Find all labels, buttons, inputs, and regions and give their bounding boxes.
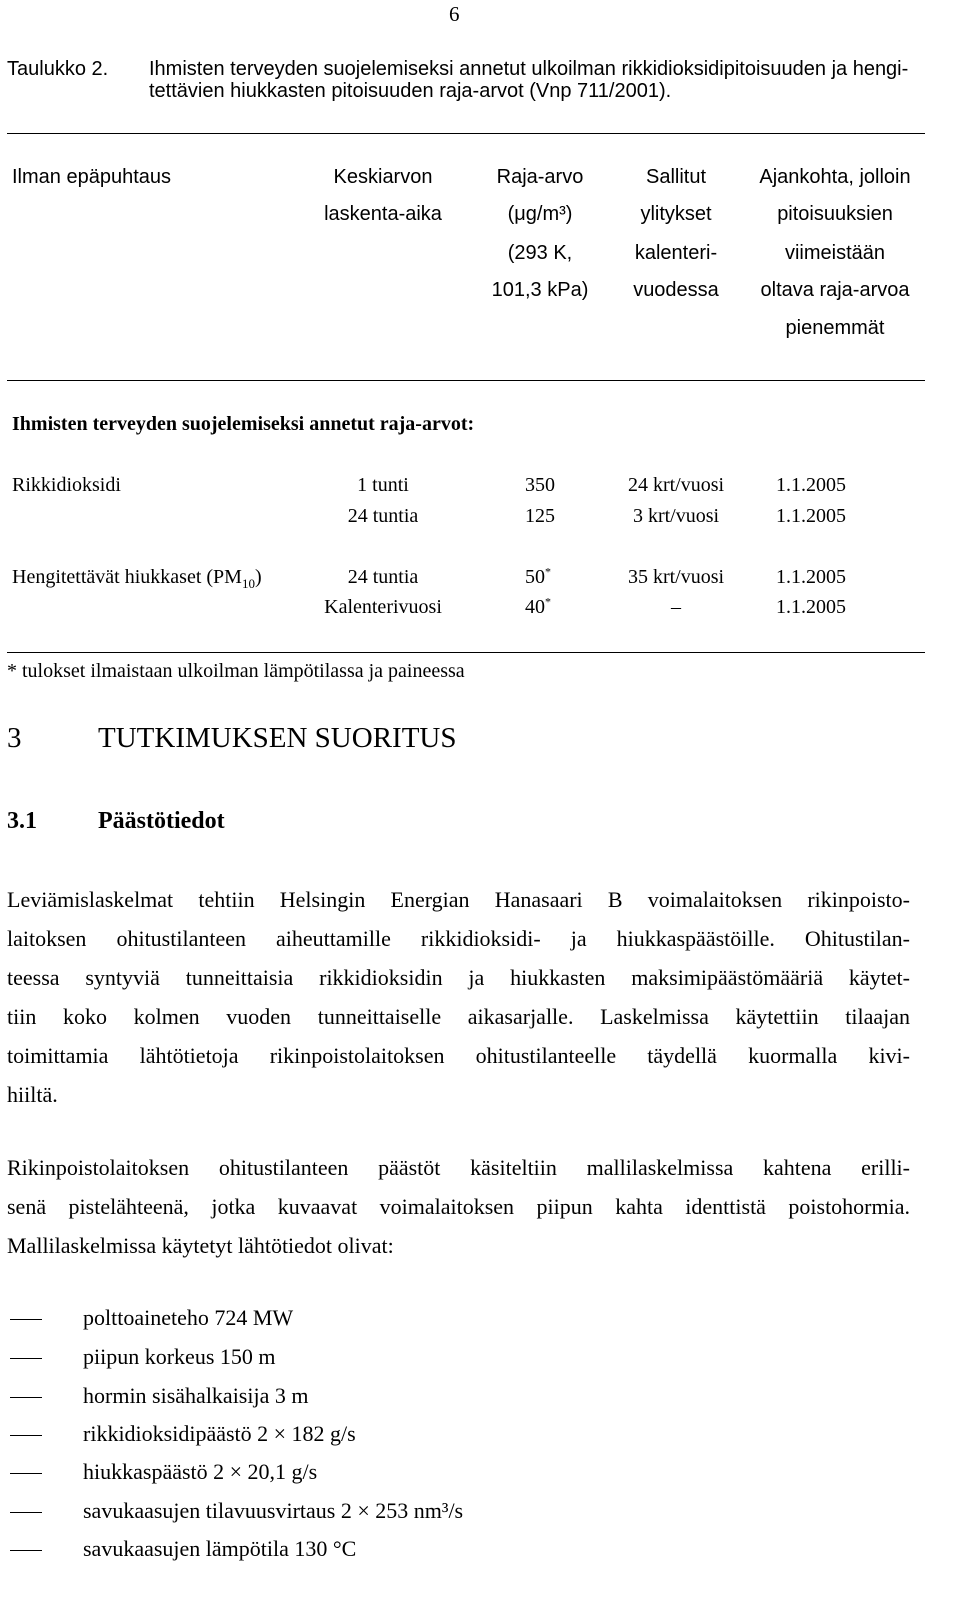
table-section-label: Ihmisten terveyden suojelemiseksi annetut raja-arvot: bbox=[12, 413, 475, 435]
table-bottom-rule bbox=[7, 652, 925, 653]
subsection-heading-title: Päästötiedot bbox=[98, 808, 225, 834]
paragraph-1-line: laitoksen ohitustilanteen aiheuttamille rikkidioksidi- ja hiukkaspäästöille. Ohitustilan- bbox=[7, 926, 910, 951]
list-item-text: savukaasujen tilavuusvirtaus 2 × 253 nm³/s bbox=[83, 1498, 464, 1523]
table-footnote: * tulokset ilmaistaan ulkoilman lämpötilassa ja paineessa bbox=[7, 660, 465, 682]
header-col-limit-1: Raja-arvo bbox=[496, 166, 584, 188]
paragraph-1-line: hiiltä. bbox=[7, 1082, 58, 1107]
row3-date: 1.1.2005 bbox=[776, 566, 846, 588]
page-number: 6 bbox=[449, 2, 460, 26]
subsection-heading-number: 3.1 bbox=[7, 808, 37, 834]
paragraph-1-line: teessa syntyviä tunneittaisia rikkidioksidin ja hiukkasten maksimipäästömääriä käytet- bbox=[7, 965, 910, 990]
table-header-rule bbox=[7, 380, 925, 381]
section-heading-title: TUTKIMUKSEN SUORITUS bbox=[98, 722, 457, 754]
row1-exceed: 24 krt/vuosi bbox=[627, 474, 725, 496]
list-item-text: savukaasujen lämpötila 130 °C bbox=[83, 1536, 357, 1561]
paragraph-1-line: Leviämislaskelmat tehtiin Helsingin Energian Hanasaari B voimalaitoksen rikinpoisto- bbox=[7, 887, 910, 912]
row2-date: 1.1.2005 bbox=[776, 505, 846, 527]
row3-pollutant-end: ) bbox=[254, 566, 262, 588]
row4-period: Kalenterivuosi bbox=[324, 596, 442, 618]
row4-limit-value: 40 bbox=[525, 596, 545, 618]
list-item-text: hiukkaspäästö 2 × 20,1 g/s bbox=[83, 1459, 318, 1484]
list-item-text: rikkidioksidipäästö 2 × 182 g/s bbox=[83, 1421, 356, 1446]
header-col-period-2: laskenta-aika bbox=[324, 203, 442, 225]
row3-pollutant bbox=[12, 566, 262, 589]
list-item-text: polttoaineteho 724 MW bbox=[83, 1305, 294, 1330]
header-col-limit-4: 101,3 kPa) bbox=[491, 279, 589, 301]
row4-limit bbox=[525, 596, 551, 619]
table-caption-line2: tettävien hiukkasten pitoisuuden raja-arvot (Vnp 711/2001). bbox=[149, 80, 672, 102]
table-caption-label: Taulukko 2. bbox=[7, 58, 109, 80]
row3-exceed: 35 krt/vuosi bbox=[627, 566, 725, 588]
paragraph-1 bbox=[7, 880, 910, 1114]
header-col-exceed-1: Sallitut bbox=[645, 166, 707, 188]
row3-limit-mark: * bbox=[545, 564, 551, 579]
row4-exceed: – bbox=[671, 596, 681, 618]
header-col-date-1: Ajankohta, jolloin bbox=[759, 166, 911, 188]
header-col-limit-3: (293 K, bbox=[507, 242, 573, 264]
header-col-period-1: Keskiarvon bbox=[333, 166, 433, 188]
row3-limit-value: 50 bbox=[525, 566, 545, 588]
header-col-date-5: pienemmät bbox=[785, 317, 885, 339]
list-item-text: piipun korkeus 150 m bbox=[83, 1344, 276, 1369]
row2-limit: 125 bbox=[525, 505, 555, 527]
paragraph-1-line: tiin koko kolmen vuoden tunneittaiselle aikasarjalle. Laskelmissa käytettiin tilaajan bbox=[7, 1004, 910, 1029]
row3-pollutant-text: Hengitettävät hiukkaset (PM bbox=[12, 566, 242, 588]
header-col-exceed-2: ylitykset bbox=[640, 203, 712, 225]
paragraph-1-line: toimittamia lähtötietoja rikinpoistolaitoksen ohitustilanteelle täydellä kuormalla kivi- bbox=[7, 1043, 910, 1068]
row1-pollutant: Rikkidioksidi bbox=[12, 474, 121, 496]
row1-date: 1.1.2005 bbox=[776, 474, 846, 496]
header-col-pollutant: Ilman epäpuhtaus bbox=[12, 166, 172, 188]
paragraph-2-line: senä pistelähteenä, jotka kuvaavat voimalaitoksen piipun kahta identtistä poistohormia. bbox=[7, 1194, 910, 1219]
list-item-text: hormin sisähalkaisija 3 m bbox=[83, 1383, 309, 1408]
row1-period: 1 tunti bbox=[357, 474, 409, 496]
row3-period: 24 tuntia bbox=[347, 566, 419, 588]
header-col-date-2: pitoisuuksien bbox=[777, 203, 893, 225]
header-col-date-3: viimeistään bbox=[784, 242, 886, 264]
row2-period: 24 tuntia bbox=[347, 505, 419, 527]
table-top-rule bbox=[7, 133, 925, 134]
row4-limit-mark: * bbox=[545, 594, 551, 609]
header-col-date-4: oltava raja-arvoa bbox=[760, 279, 910, 301]
table-caption-line1: Ihmisten terveyden suojelemiseksi annetut ulkoilman rikkidioksidipitoisuuden ja hengi- bbox=[149, 58, 909, 80]
row2-exceed: 3 krt/vuosi bbox=[632, 505, 720, 527]
row3-pollutant-sub: 10 bbox=[241, 576, 255, 591]
section-heading-number: 3 bbox=[7, 722, 22, 754]
header-col-limit-2: (μg/m³) bbox=[507, 203, 573, 225]
paragraph-2-line: Rikinpoistolaitoksen ohitustilanteen päästöt käsiteltiin mallilaskelmissa kahtena erilli- bbox=[7, 1155, 910, 1180]
row1-limit: 350 bbox=[525, 474, 555, 496]
paragraph-2 bbox=[7, 1148, 910, 1265]
row4-date: 1.1.2005 bbox=[776, 596, 846, 618]
header-col-exceed-4: vuodessa bbox=[633, 279, 719, 301]
row3-limit bbox=[525, 566, 551, 589]
header-col-exceed-3: kalenteri- bbox=[634, 242, 718, 264]
paragraph-2-line: Mallilaskelmissa käytetyt lähtötiedot olivat: bbox=[7, 1233, 394, 1258]
